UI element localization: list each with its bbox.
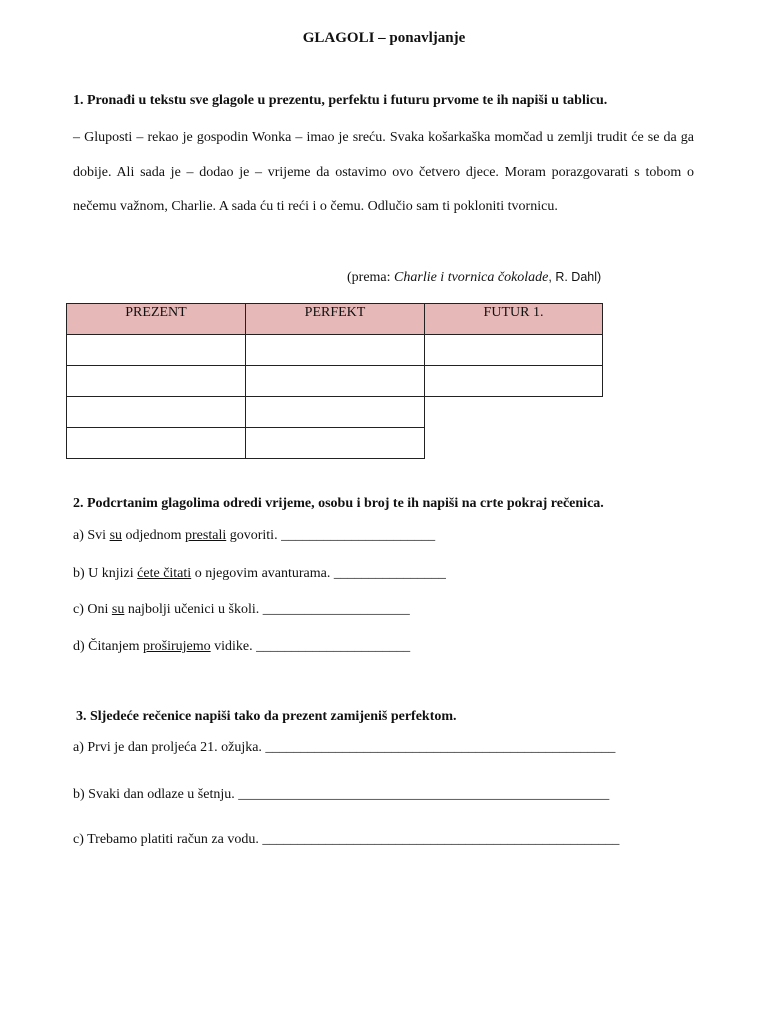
underlined-verb: su	[111, 602, 125, 617]
task3-sentence-c[interactable]: c) Trebamo platiti račun za vodu. ___________________________________________________	[73, 832, 620, 847]
table-cell[interactable]	[425, 335, 603, 366]
table-cell[interactable]	[425, 366, 603, 397]
task3-heading: 3. Sljedeće rečenice napiši tako da prezent zamijeniš perfektom.	[76, 709, 457, 724]
text: b) U knjizi	[73, 566, 138, 581]
table-row	[67, 335, 603, 366]
task1-heading: 1. Pronađi u tekstu sve glagole u prezentu, perfektu i futuru prvome te ih napiši u tablicu.	[73, 93, 608, 108]
task2-sentence-d	[73, 639, 410, 655]
table-row	[67, 397, 603, 428]
answer-line[interactable]: govoriti. ______________________	[226, 528, 436, 543]
task2-sentence-b	[73, 566, 446, 582]
underlined-verb: ćete čitati	[137, 566, 192, 581]
table-cell[interactable]	[67, 366, 246, 397]
table-cell[interactable]	[246, 428, 425, 459]
underlined-verb: su	[109, 528, 123, 543]
table-row	[67, 428, 603, 459]
header-perfekt: PERFEKT	[246, 304, 425, 335]
table-row	[67, 366, 603, 397]
table-cell[interactable]	[67, 335, 246, 366]
table-cell[interactable]	[246, 335, 425, 366]
page-title: GLAGOLI – ponavljanje	[302, 30, 466, 46]
table-cell[interactable]	[67, 428, 246, 459]
source-prefix: (prema:	[347, 270, 395, 285]
underlined-verb: proširujemo	[143, 639, 211, 654]
source-title: Charlie i tvornica čokolade	[394, 270, 549, 285]
task3-sentence-a[interactable]: a) Prvi je dan proljeća 21. ožujka. __________________________________________________	[73, 740, 616, 755]
table-header-row	[67, 304, 603, 335]
verb-table	[66, 303, 603, 459]
header-prezent: PREZENT	[67, 304, 246, 335]
table-cell[interactable]	[246, 366, 425, 397]
table-empty-cell	[425, 428, 603, 459]
table-empty-cell	[425, 397, 603, 428]
underlined-verb: prestali	[185, 528, 227, 543]
text: odjednom	[122, 528, 186, 543]
task2-sentence-c	[73, 602, 410, 618]
table-cell[interactable]	[67, 397, 246, 428]
task1-text: – Gluposti – rekao je gospodin Wonka – imao je sreću. Svaka košarkaška momčad u zemlji trudit će se da ga dobije. Ali sada je – dodao je – vrijeme da ostavimo ovo četvero djece. Moram porazgovarati s tobom o nečemu važnom, Charlie. A sada ću ti reći i o čemu. Odlučio sam ti pokloniti tvornicu.	[73, 130, 694, 214]
source-citation	[347, 270, 601, 286]
answer-line[interactable]: o njegovim avanturama. ________________	[191, 566, 446, 581]
text: a) Svi	[73, 528, 110, 543]
header-futur: FUTUR 1.	[425, 304, 603, 335]
source-author: , R. Dahl)	[548, 270, 602, 284]
task3-sentence-b[interactable]: b) Svaki dan odlaze u šetnju. _____________________________________________________	[73, 787, 610, 802]
table-cell[interactable]	[246, 397, 425, 428]
answer-line[interactable]: vidike. ______________________	[210, 639, 411, 654]
task2-sentence-a	[73, 528, 435, 544]
text: c) Oni	[73, 602, 112, 617]
answer-line[interactable]: najbolji učenici u školi. _____________________	[124, 602, 410, 617]
task2-heading: 2. Podcrtanim glagolima odredi vrijeme, osobu i broj te ih napiši na crte pokraj rečenica.	[73, 496, 604, 511]
text: d) Čitanjem	[73, 639, 143, 654]
